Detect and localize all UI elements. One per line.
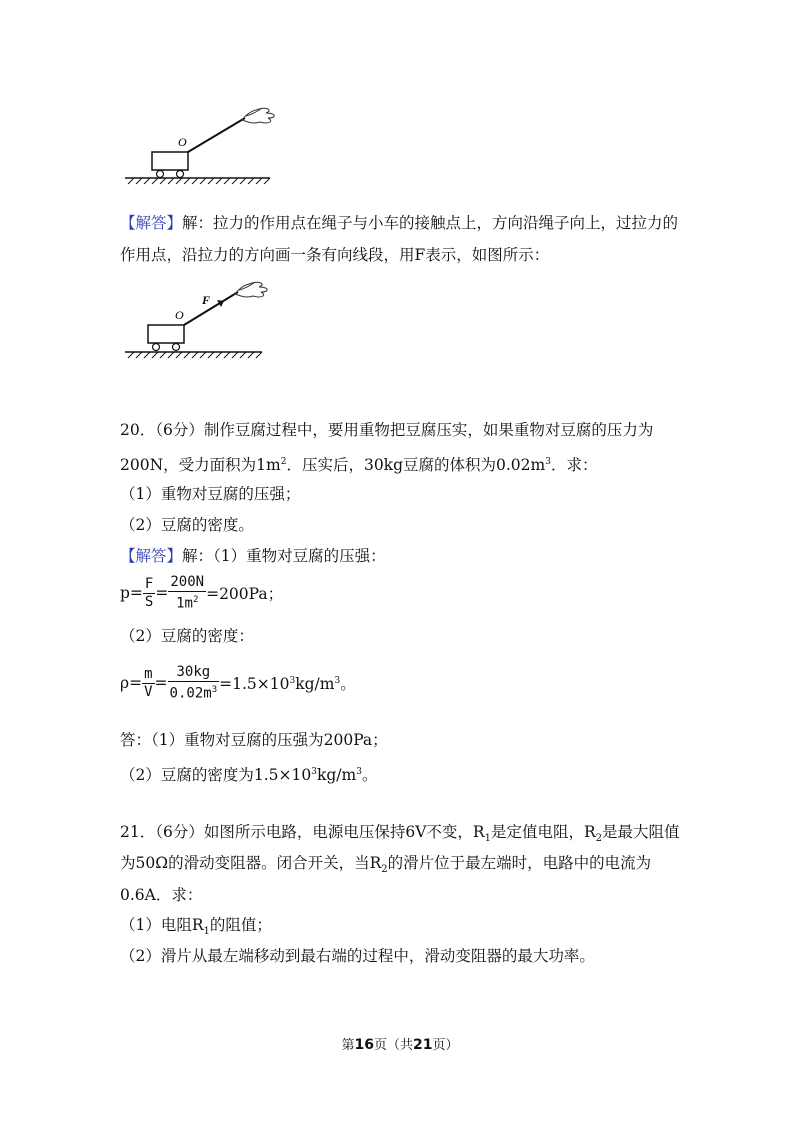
pressure-formula: p= $\frac{F}{S}$ = $\frac{200N}{1m^2}$ =200Pa；: [120, 574, 284, 612]
q20-sub1: （1）重物对豆腐的压强；: [120, 485, 301, 503]
point-o-label: O: [175, 308, 184, 322]
page-number: 16: [354, 1037, 374, 1053]
ground-hatching: [128, 178, 270, 184]
q20-final1: 答：（1）重物对豆腐的压强为200Pa；: [120, 731, 388, 749]
hand-icon: [235, 282, 267, 297]
cart-wheel: [157, 171, 164, 178]
q20-answer-2: （2）豆腐的密度：: [120, 627, 254, 645]
answer-text: 解：拉力的作用点在绳子与小车的接触点上，方向沿绳子向上，过拉力的: [182, 214, 679, 232]
cart-wheel: [153, 344, 160, 351]
ground-hatching: [128, 352, 262, 358]
q21-line2: 为50Ω的滑动变阻器。闭合开关，当$R_2$的滑片位于最左端时，电路中的电流为: [120, 854, 652, 876]
cart-body: [152, 152, 188, 170]
answer-tag: 【解答】: [120, 214, 183, 232]
cart-wheel: [177, 171, 184, 178]
q21-sub2: （2）滑片从最左端移动到最右端的过程中，滑动变阻器的最大功率。: [120, 947, 595, 965]
cart-wheel: [173, 344, 180, 351]
q20-sub2: （2）豆腐的密度。: [120, 516, 254, 534]
q21-sub1: （1）电阻$R_1$的阻值；: [120, 916, 272, 938]
q19-answer-line1: [120, 213, 678, 233]
q20-answer-intro: 【解答】解：（1）重物对豆腐的压强：: [120, 547, 386, 565]
hand-icon: [242, 108, 274, 123]
q20-final2: （2）豆腐的密度为$1.5\times 10^3kg/m^3$。: [120, 766, 378, 785]
force-f-label: F: [202, 293, 211, 307]
answer-tag: 【解答】: [120, 547, 183, 565]
point-o-label: O: [178, 135, 187, 149]
cart-force-figure: [120, 274, 280, 364]
rope: [184, 292, 238, 325]
fraction-30kg-over-002m3: $\frac{30kg}{0.02m^3}$: [169, 664, 218, 702]
rope: [188, 118, 245, 152]
q20-line2: 200N，受力面积为$1m^2$．压实后，30kg豆腐的体积为$0.02m^3$．求：: [120, 456, 598, 475]
q20-line1: 20．（6分）制作豆腐过程中，要用重物把豆腐压实，如果重物对豆腐的压力为: [120, 421, 654, 439]
cart-rope-figure: [120, 96, 280, 186]
total-pages: 21: [413, 1037, 433, 1053]
fraction-f-over-s: $\frac{F}{S}$: [144, 575, 154, 610]
page-footer: 第16页（共21页）: [341, 1037, 459, 1053]
q21-line1: 21．（6分）如图所示电路，电源电压保持6V不变，$R_1$是定值电阻，$R_2$是最大阻值: [120, 823, 680, 845]
q21-line3: 0.6A．求：: [120, 886, 203, 904]
fraction-200n-over-1m2: $\frac{200N}{1m^2}$: [170, 574, 205, 612]
cart-body: [148, 325, 184, 343]
q19-answer-line2: 作用点，沿拉力的方向画一条有向线段，用F表示，如图所示：: [120, 246, 550, 264]
fraction-m-over-v: $\frac{m}{V}$: [144, 665, 153, 700]
density-formula: ρ= $\frac{m}{V}$ = $\frac{30kg}{0.02m^3}$ $=1.5\times 10^3kg/m^3$。: [120, 664, 356, 702]
